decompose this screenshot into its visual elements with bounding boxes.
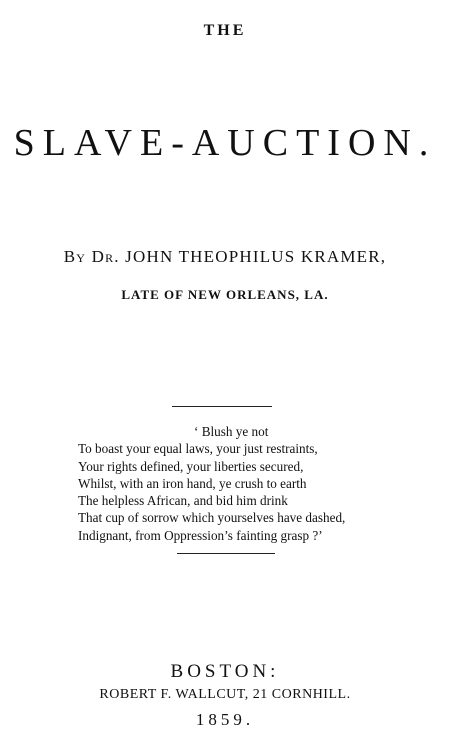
imprint-publisher: ROBERT F. WALLCUT, 21 CORNHILL. [99, 687, 351, 702]
epigraph-line: Indignant, from Oppression’s fainting grasp ?’ [78, 527, 323, 543]
bottom-divider [177, 553, 275, 554]
title-article: THE [203, 22, 247, 39]
epigraph-line: The helpless African, and bid him drink [78, 493, 288, 509]
book-title: SLAVE-AUCTION. [13, 122, 437, 164]
epigraph-line: ‘ Blush ye not [194, 424, 269, 439]
epigraph-line: That cup of sorrow which yourselves have dashed, [78, 510, 346, 526]
top-divider [172, 406, 272, 407]
author-residence: LATE OF NEW ORLEANS, LA. [121, 287, 329, 302]
author-byline: By Dr. JOHN THEOPHILUS KRAMER, [63, 247, 387, 266]
epigraph-line: Your rights defined, your liberties secured, [78, 458, 304, 474]
epigraph-line: To boast your equal laws, your just restraints, [78, 441, 318, 457]
imprint-city: BOSTON: [170, 661, 280, 682]
epigraph [78, 423, 428, 544]
epigraph-line: Whilst, with an iron hand, ye crush to earth [78, 475, 307, 491]
imprint-year: 1859. [195, 710, 255, 729]
